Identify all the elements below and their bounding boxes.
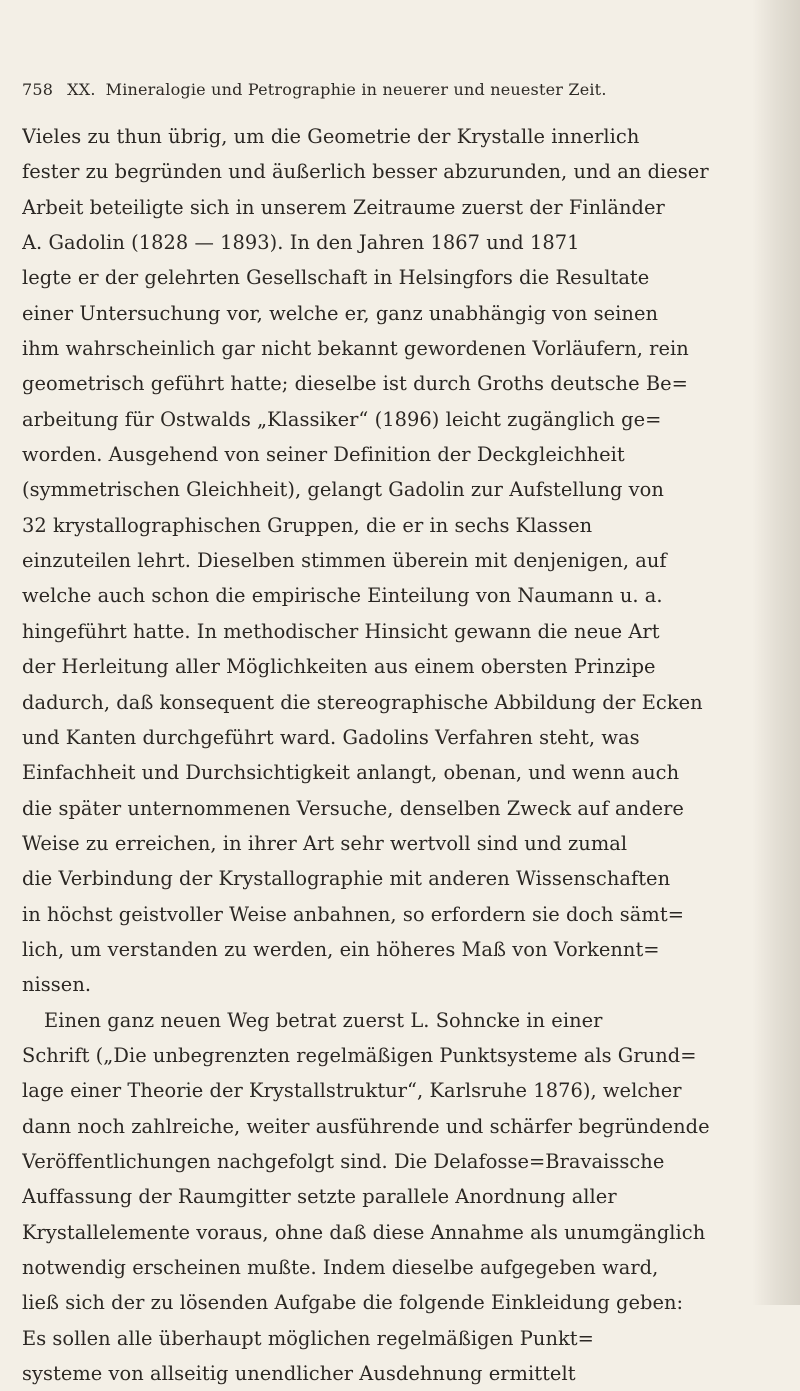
running-header <box>22 80 758 99</box>
text-line: die später unternommenen Versuche, denselben Zweck auf andere <box>22 796 684 820</box>
paragraph-first-line: Einen ganz neuen Weg betrat zuerst L. Sohncke in einer <box>44 1008 603 1032</box>
text-line: dadurch, daß konsequent die stereographische Abbildung der Ecken <box>22 690 703 714</box>
text-line: dann noch zahlreiche, weiter ausführende und schärfer begründende <box>22 1114 710 1138</box>
text-line: lage einer Theorie der Krystallstruktur“, Karlsruhe 1876), welcher <box>22 1079 682 1103</box>
text-line: legte er der gelehrten Gesellschaft in Helsingfors die Resultate <box>22 266 650 290</box>
text-line: geometrisch geführt hatte; dieselbe ist durch Groths deutsche Be= <box>22 372 688 396</box>
text-line: in höchst geistvoller Weise anbahnen, so erfordern sie doch sämt= <box>22 902 684 926</box>
text-line: Es sollen alle überhaupt möglichen regelmäßigen Punkt= <box>22 1326 594 1350</box>
text-line: einzuteilen lehrt. Dieselben stimmen überein mit denjenigen, auf <box>22 549 667 573</box>
text-line: Einfachheit und Durchsichtigkeit anlangt, obenan, und wenn auch <box>22 761 680 785</box>
text-line: welche auch schon die empirische Einteilung von Naumann u. a. <box>22 584 663 608</box>
text-line: ihm wahrscheinlich gar nicht bekannt gewordenen Vorläufern, rein <box>22 337 689 361</box>
text-line: Krystallelemente voraus, ohne daß diese Annahme als unumgänglich <box>22 1220 706 1244</box>
text-line: worden. Ausgehend von seiner Definition der Deckgleichheit <box>22 443 625 467</box>
text-line: Vieles zu thun übrig, um die Geometrie der Krystalle innerlich <box>22 125 640 148</box>
text-line: Auffassung der Raumgitter setzte parallele Anordnung aller <box>22 1185 617 1209</box>
text-line: fester zu begründen und äußerlich besser abzurunden, und an dieser <box>22 160 709 184</box>
text-line: Weise zu erreichen, in ihrer Art sehr wertvoll sind und zumal <box>22 831 628 855</box>
text-line: und Kanten durchgeführt ward. Gadolins Verfahren steht, was <box>22 725 640 749</box>
text-line: lich, um verstanden zu werden, ein höheres Maß von Vorkennt= <box>22 937 660 961</box>
text-line: ließ sich der zu lösenden Aufgabe die folgende Einkleidung geben: <box>22 1291 684 1315</box>
body-text <box>22 119 758 1391</box>
text-line: Schrift („Die unbegrenzten regelmäßigen Punktsysteme als Grund= <box>22 1043 697 1067</box>
text-line: (symmetrischen Gleichheit), gelangt Gadolin zur Aufstellung von <box>22 478 664 502</box>
text-line: nissen. <box>22 973 92 997</box>
text-line: 32 krystallographischen Gruppen, die er in sechs Klassen <box>22 513 593 537</box>
text-line: die Verbindung der Krystallographie mit anderen Wissenschaften <box>22 867 671 891</box>
chapter-number: XX. <box>67 80 96 99</box>
page-number: 758 <box>22 80 54 99</box>
text-line: notwendig erscheinen mußte. Indem dieselbe aufgegeben ward, <box>22 1256 659 1279</box>
text-line: A. Gadolin (1828 — 1893). In den Jahren 1867 und 1871 <box>22 231 580 255</box>
text-line: hingeführt hatte. In methodischer Hinsicht gewann die neue Art <box>22 619 660 643</box>
text-line: der Herleitung aller Möglichkeiten aus einem obersten Prinzipe <box>22 655 656 679</box>
text-line: Arbeit beteiligte sich in unserem Zeitraume zuerst der Finländer <box>22 195 665 219</box>
text-line: arbeitung für Ostwalds „Klassiker“ (1896) leicht zugänglich ge= <box>22 407 662 431</box>
chapter-title: Mineralogie und Petrographie in neuerer und neuester Zeit. <box>105 80 607 99</box>
text-line: Veröffentlichungen nachgefolgt sind. Die Delafosse=Bravaissche <box>22 1149 665 1173</box>
text-line: einer Untersuchung vor, welche er, ganz unabhängig von seinen <box>22 301 659 325</box>
text-line: systeme von allseitig unendlicher Ausdehnung ermittelt <box>22 1362 576 1386</box>
